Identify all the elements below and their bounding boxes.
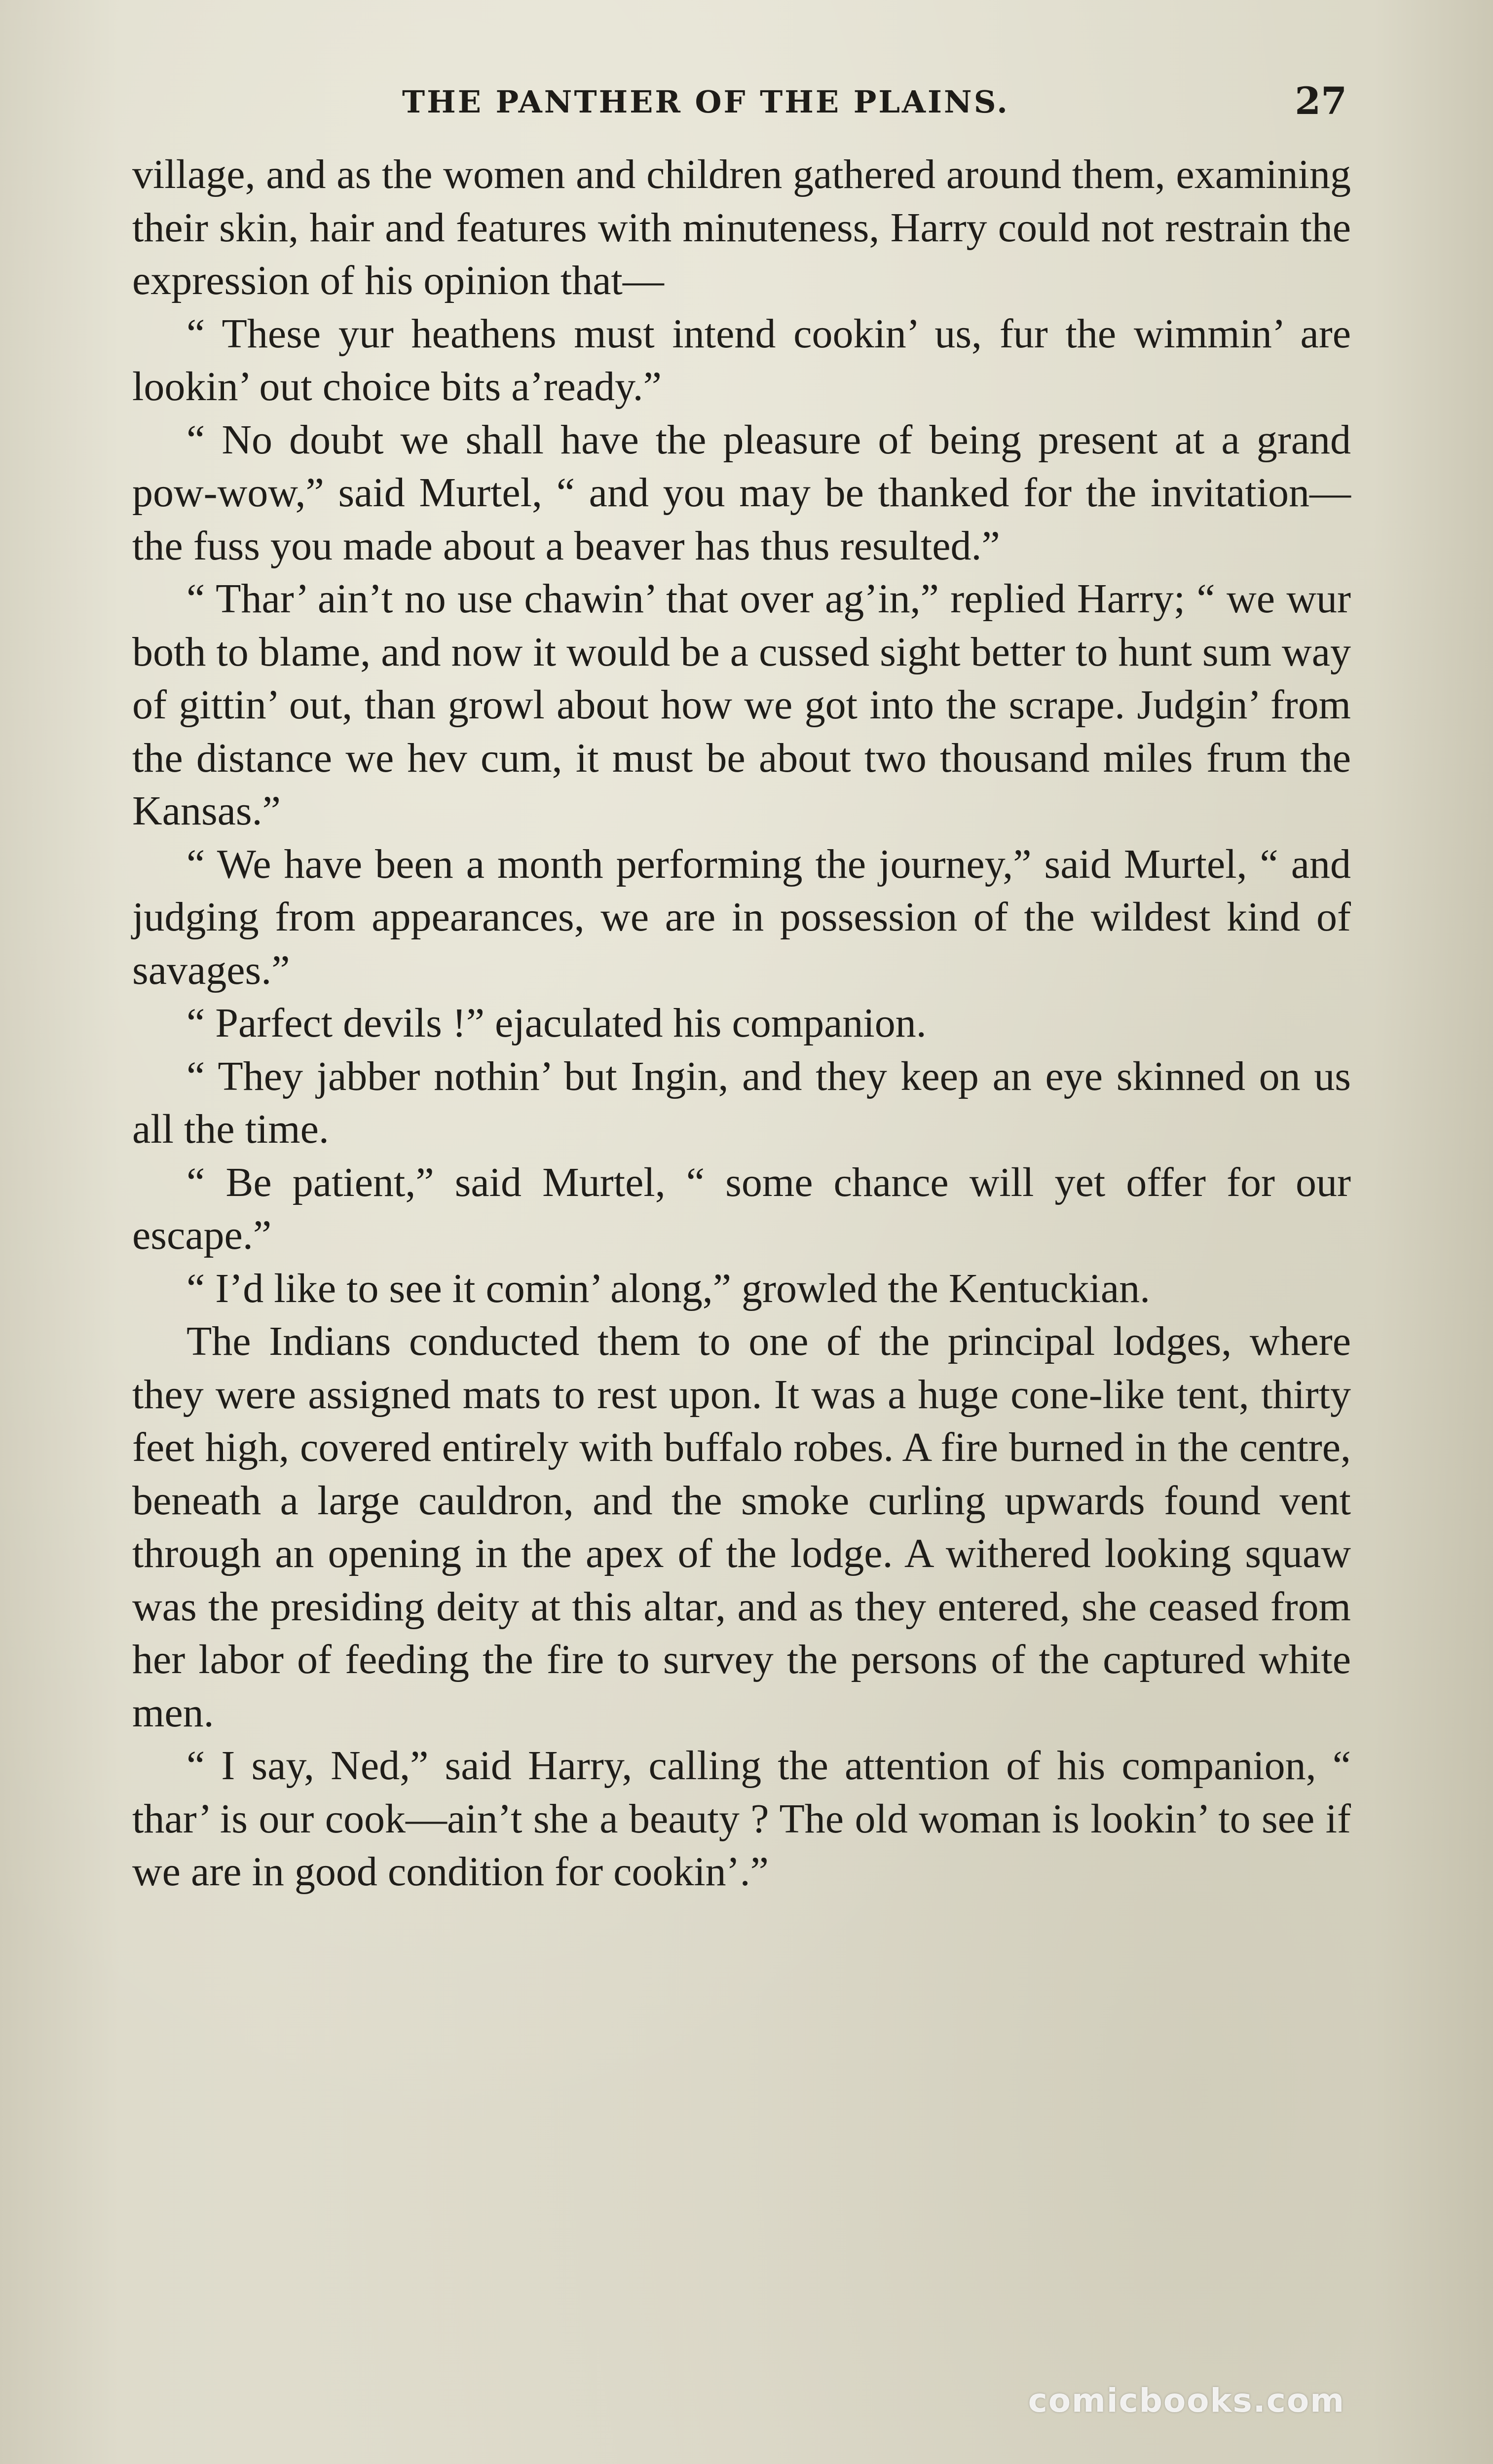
- paragraph-7: “ They jabber nothin’ but Ingin, and they keep an eye skinned on us all the time.: [132, 1053, 1351, 1152]
- page-header: [133, 79, 1347, 138]
- running-head: THE PANTHER OF THE PLAINS.: [402, 84, 1009, 120]
- paragraph-3: “ No doubt we shall have the pleasure of being present at a grand pow-wow,” said Murtel, “ and you may be thanked for the invitation—the fuss you made about a beaver has thus resulted.”: [132, 416, 1351, 569]
- paragraph-1: village, and as the women and children gathered around them, examining their skin, hair and features with minuteness, Harry could not restrain the expression of his opinion that—: [132, 151, 1351, 303]
- page-number: 27: [1295, 79, 1347, 123]
- paragraph-2: “ These yur heathens must intend cookin’ us, fur the wimmin’ are lookin’ out choice bits a’ready.”: [132, 310, 1351, 410]
- paragraph-10: The Indians conducted them to one of the principal lodges, where they were assigned mats to rest upon. It was a huge cone-like tent, thirty feet high, covered entirely with buffalo robes. A fire burned in the centre, beneath a large cauldron, and the smoke curling upwards found vent through an opening in the apex of the lodge. A withered looking squaw was the presiding deity at this altar, and as they entered, she ceased from her labor of feeding the fire to survey the persons of the captured white men.: [132, 1318, 1351, 1736]
- site-watermark: comicbooks.com: [1028, 2382, 1345, 2420]
- paragraph-4: “ Thar’ ain’t no use chawin’ that over ag’in,” replied Harry; “ we wur both to blame, and now it would be a cussed sight better to hunt sum way of gittin’ out, than growl about how we got into the scrape. Judgin’ from the distance we hev cum, it must be about two thousand miles frum the Kansas.”: [132, 576, 1351, 834]
- paragraph-9: “ I’d like to see it comin’ along,” growled the Kentuckian.: [187, 1265, 1151, 1311]
- paragraph-8: “ Be patient,” said Murtel, “ some chance will yet offer for our escape.”: [132, 1159, 1351, 1258]
- paragraph-6: “ Parfect devils !” ejaculated his companion.: [187, 1000, 927, 1046]
- body-text: [132, 148, 1351, 1899]
- paragraph-5: “ We have been a month performing the journey,” said Murtel, “ and judging from appearances, we are in possession of the wildest kind of savages.”: [132, 841, 1351, 993]
- paragraph-11: “ I say, Ned,” said Harry, calling the attention of his companion, “ thar’ is our cook—ain’t she a beauty ? The old woman is lookin’ to see if we are in good condition for cookin’.”: [132, 1743, 1351, 1895]
